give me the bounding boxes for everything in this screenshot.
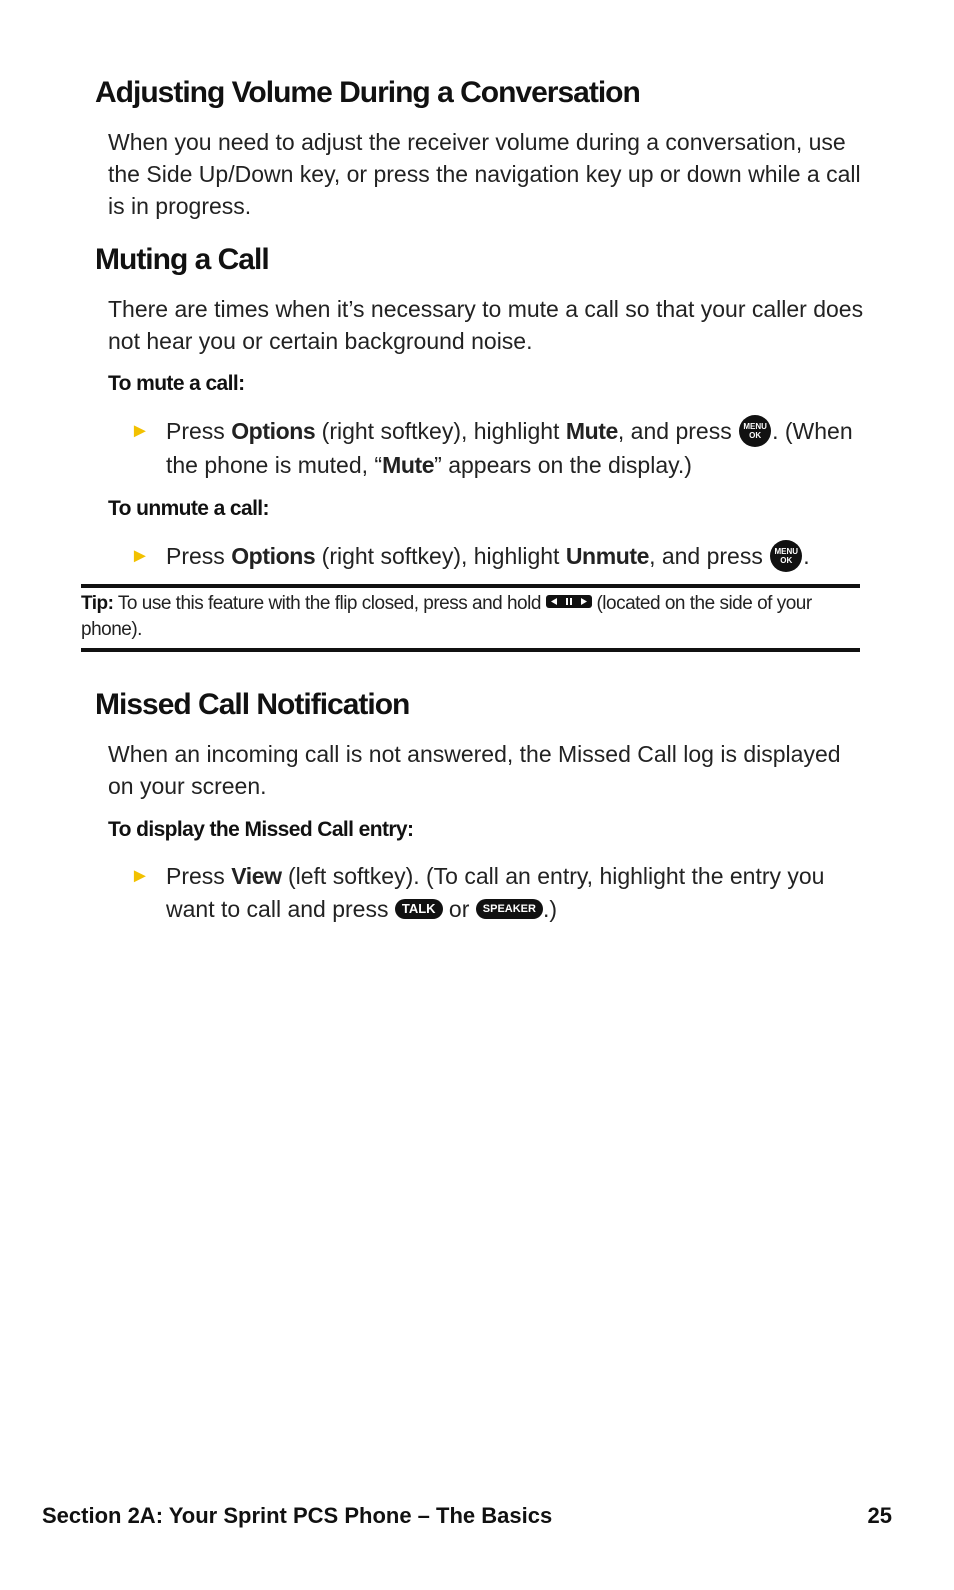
to-unmute-label: To unmute a call: <box>108 497 269 520</box>
unmute-step-text: Press Options (right softkey), highlight Unmute, and press MENU OK . <box>166 540 870 574</box>
menu-ok-key-icon: MENU OK <box>770 540 802 572</box>
footer-section-title: Section 2A: Your Sprint PCS Phone – The Basics <box>42 1503 553 1528</box>
tip-top-rule <box>81 584 860 588</box>
volume-paragraph: When you need to adjust the receiver volume during a conversation, use the Side Up/Down key, or press the navigation key up or down while a call is in progress. <box>108 129 861 219</box>
page-number: 25 <box>867 1503 892 1528</box>
side-key-icon <box>546 595 592 608</box>
page-footer <box>42 1503 892 1529</box>
options-softkey-label: Options <box>231 418 316 444</box>
view-step <box>130 860 870 926</box>
heading-muting-call: Muting a Call <box>95 243 269 276</box>
unmute-step <box>130 540 870 574</box>
options-softkey-label: Options <box>231 543 316 569</box>
mute-option-label: Mute <box>565 418 618 444</box>
view-step-text: Press View (left softkey). (To call an entry, highlight the entry you want to call and press TALK or SPEAKER .) <box>166 863 825 922</box>
to-mute-label: To mute a call: <box>108 372 245 395</box>
view-softkey-label: View <box>231 863 282 889</box>
mute-display-label: Mute <box>382 451 435 478</box>
talk-key-icon: TALK <box>395 899 443 919</box>
tip-bottom-rule <box>81 648 860 652</box>
tip-label: Tip: <box>81 593 114 614</box>
missed-paragraph: When an incoming call is not answered, the Missed Call log is displayed on your screen. <box>108 741 841 799</box>
tip-text: Tip: To use this feature with the flip closed, press and hold (located on the side of your phone). <box>81 593 812 640</box>
to-display-missed-label: To display the Missed Call entry: <box>108 818 414 841</box>
mute-step-text: Press Options (right softkey), highlight Mute, and press MENU OK . (When the phone is muted, “Mute” appears on the display.) <box>166 415 870 482</box>
mute-step <box>130 415 870 482</box>
menu-ok-key-icon: MENU OK <box>739 415 771 447</box>
bullet-arrow-icon: ► <box>130 420 150 442</box>
heading-adjusting-volume: Adjusting Volume During a Conversation <box>95 76 640 109</box>
bullet-arrow-icon: ► <box>130 865 150 887</box>
unmute-option-label: Unmute <box>565 543 650 569</box>
muting-paragraph: There are times when it’s necessary to mute a call so that your caller does not hear you or certain background noise. <box>108 296 864 354</box>
speaker-key-icon: SPEAKER <box>476 899 543 919</box>
bullet-arrow-icon: ► <box>130 545 150 567</box>
heading-missed-call: Missed Call Notification <box>95 688 410 721</box>
